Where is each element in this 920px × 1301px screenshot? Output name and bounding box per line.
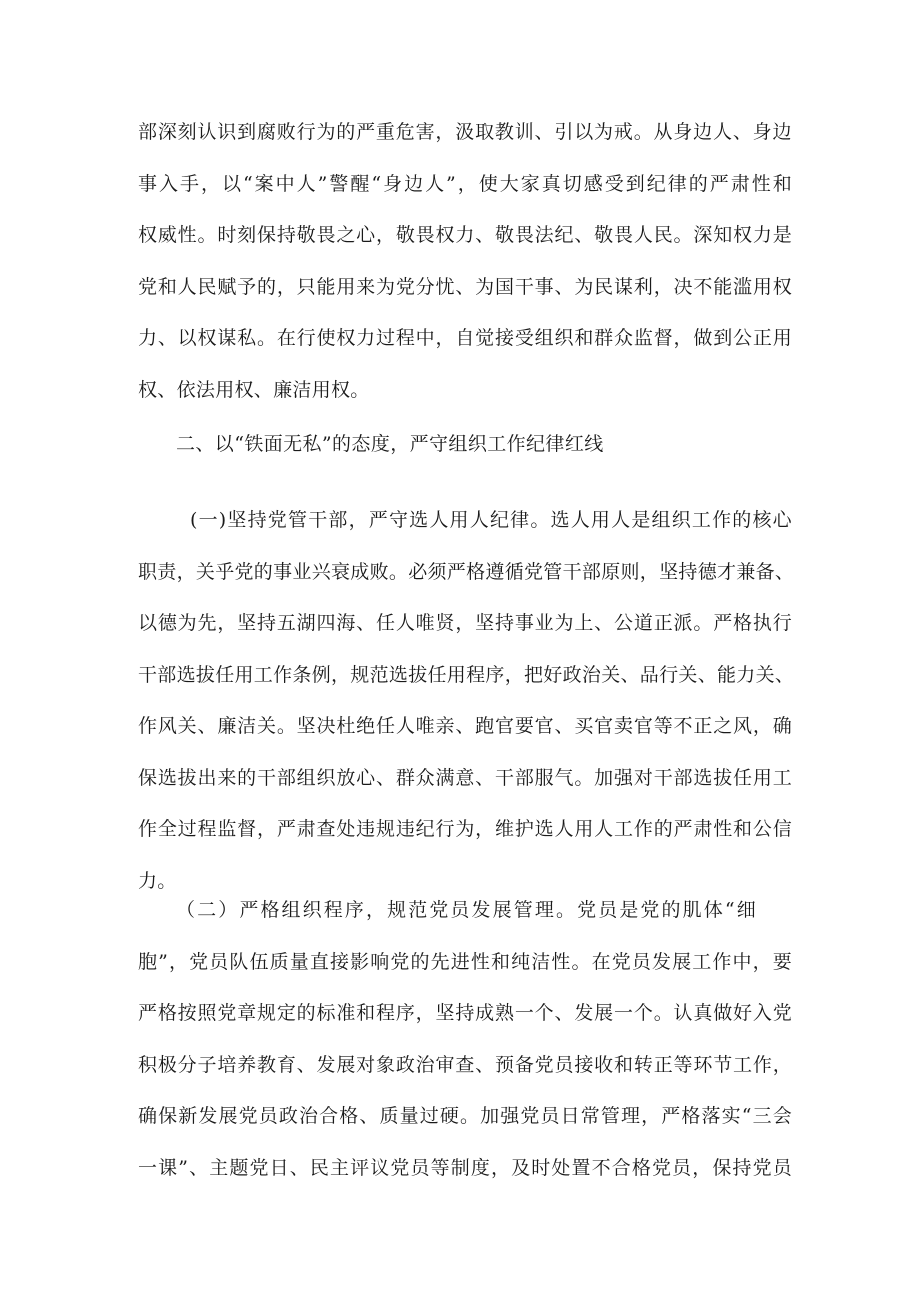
- text-line: 一课”、主题党日、民主评议党员等制度，及时处置不合格党员，保持党员: [138, 1156, 792, 1179]
- text-line: 严格按照党章规定的标准和程序，坚持成熟一个、发展一个。认真做好入党: [138, 1002, 792, 1024]
- text-line: 作风关、廉洁关。坚决杜绝任人唯亲、跑官要官、买官卖官等不正之风，确: [138, 715, 792, 737]
- paragraph-continuation: [138, 107, 792, 416]
- text-line: 职责，关乎党的事业兴衰成败。必须严格遵循党管干部原则，坚持德才兼备、: [138, 560, 795, 583]
- text-line: 干部选拔任用工作条例，规范选拔任用程序，把好政治关、品行关、能力关、: [138, 663, 795, 686]
- text-line: 作全过程监督，严肃查处违规违纪行为，维护选人用人工作的严肃性和公信: [138, 818, 792, 840]
- text-line: 部深刻认识到腐败行为的严重危害，汲取教训、引以为戒。从身边人、身边: [138, 121, 792, 143]
- paragraph-item-1: [138, 495, 795, 907]
- heading-text: 二、以“铁面无私”的态度，严守组织工作纪律红线: [176, 433, 604, 455]
- text-line: 以德为先，坚持五湖四海、任人唯贤，坚持事业为上、公道正派。严格执行: [138, 612, 792, 634]
- text-line: 党和人民赋予的，只能用来为党分忧、为国干事、为民谋利，决不能滥用权: [138, 275, 792, 298]
- paragraph-item-2: [138, 885, 792, 1194]
- text-line: (一)坚持党管干部，严守选人用人纪律。选人用人是组织工作的核心: [190, 509, 792, 531]
- text-line: （二）严格组织程序，规范党员发展管理。党员是党的肌体“细: [176, 899, 756, 921]
- text-line: 力、以权谋私。在行使权力过程中，自觉接受组织和群众监督，做到公正用: [138, 327, 792, 349]
- text-line: 事入手，以“案中人”警醒“身边人”，使大家真切感受到纪律的严肃性和: [138, 172, 792, 195]
- text-line: 积极分子培养教育、发展对象政治审查、预备党员接收和转正等环节工作，: [138, 1053, 792, 1076]
- text-line: 权、依法用权、廉洁用权。: [138, 378, 370, 401]
- text-line: 保选拔出来的干部组织放心、群众满意、干部服气。加强对干部选拔任用工: [138, 766, 792, 789]
- text-line: 权威性。时刻保持敬畏之心，敬畏权力、敬畏法纪、敬畏人民。深知权力是: [138, 224, 792, 246]
- text-line: 力。: [138, 869, 177, 892]
- text-line: 确保新发展党员政治合格、质量过硬。加强党员日常管理，严格落实“三会: [138, 1105, 792, 1127]
- section-heading: [138, 419, 792, 471]
- text-line: 胞”，党员队伍质量直接影响党的先进性和纯洁性。在党员发展工作中，要: [138, 950, 792, 973]
